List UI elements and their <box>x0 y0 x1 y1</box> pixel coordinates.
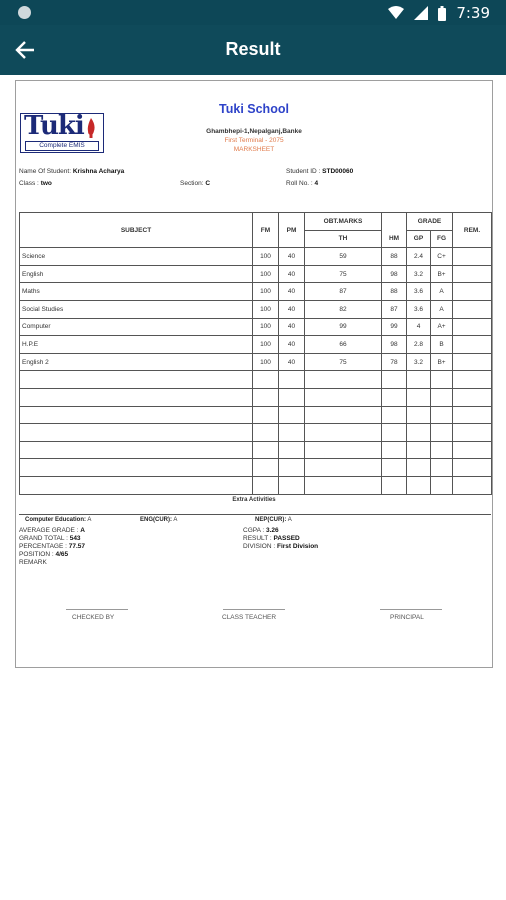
roll-value: 4 <box>314 180 319 187</box>
cell-pm: 40 <box>279 283 305 301</box>
cell-th: 99 <box>305 318 382 336</box>
empty-cell <box>453 441 492 459</box>
cell-rem <box>453 283 492 301</box>
class-info <box>19 180 52 187</box>
cell-rem <box>453 318 492 336</box>
cell-gp: 2.4 <box>407 248 431 266</box>
marks-table <box>19 212 492 495</box>
cell-hm: 99 <box>382 318 407 336</box>
activity-value: A <box>287 517 292 523</box>
empty-row <box>20 406 492 424</box>
table-row <box>20 265 492 283</box>
app-bar <box>0 25 506 75</box>
cell-gp: 3.6 <box>407 300 431 318</box>
empty-cell <box>279 424 305 442</box>
empty-cell <box>431 476 453 494</box>
cell-subject: English <box>20 265 253 283</box>
cell-fg: B+ <box>431 265 453 283</box>
school-name: Tuki School <box>219 102 289 116</box>
cell-subject: Social Studies <box>20 300 253 318</box>
cgpa-value: 3.26 <box>266 527 279 534</box>
table-row <box>20 283 492 301</box>
th-header: TH <box>305 230 382 248</box>
empty-cell <box>253 459 279 477</box>
cell-fg: B+ <box>431 353 453 371</box>
cell-fg: A <box>431 283 453 301</box>
empty-cell <box>431 388 453 406</box>
activity-computer <box>25 517 91 523</box>
gp-header: GP <box>407 230 431 248</box>
activity-value: A <box>173 517 178 523</box>
empty-cell <box>431 459 453 477</box>
empty-cell <box>407 459 431 477</box>
school-address: Ghambhepi-1,Nepalganj,Banke <box>206 128 302 135</box>
empty-cell <box>382 441 407 459</box>
empty-cell <box>305 459 382 477</box>
wifi-icon <box>388 6 404 20</box>
class-teacher-label: CLASS TEACHER <box>222 614 277 621</box>
empty-cell <box>20 406 253 424</box>
percentage-value: 77.57 <box>68 543 86 550</box>
cell-fm: 100 <box>253 300 279 318</box>
cell-fg: C+ <box>431 248 453 266</box>
empty-row <box>20 371 492 389</box>
cell-hm: 78 <box>382 353 407 371</box>
signature-line <box>223 609 285 610</box>
position <box>19 551 85 559</box>
fg-header: FG <box>431 230 453 248</box>
logo-text: Tuki <box>24 111 84 141</box>
student-name-label: Name Of Student: <box>19 168 72 175</box>
empty-cell <box>453 371 492 389</box>
cell-th: 75 <box>305 265 382 283</box>
cell-subject: English 2 <box>20 353 253 371</box>
average-grade-value: A <box>80 527 85 534</box>
section-info <box>180 180 210 187</box>
cell-th: 82 <box>305 300 382 318</box>
empty-cell <box>453 476 492 494</box>
empty-cell <box>305 388 382 406</box>
empty-cell <box>253 388 279 406</box>
empty-cell <box>253 406 279 424</box>
cell-hm: 87 <box>382 300 407 318</box>
empty-cell <box>382 459 407 477</box>
student-id: STD00060 <box>322 168 354 175</box>
cell-fm: 100 <box>253 353 279 371</box>
cgpa <box>243 527 318 535</box>
empty-cell <box>279 459 305 477</box>
activity-nep <box>255 517 292 523</box>
cell-th: 66 <box>305 336 382 354</box>
table-row <box>20 353 492 371</box>
exam-name: First Terminal - 2075 <box>224 137 284 144</box>
cell-subject: Maths <box>20 283 253 301</box>
empty-cell <box>253 476 279 494</box>
empty-cell <box>20 424 253 442</box>
empty-cell <box>431 371 453 389</box>
empty-cell <box>20 441 253 459</box>
empty-cell <box>253 371 279 389</box>
cell-rem <box>453 265 492 283</box>
cell-hm: 98 <box>382 336 407 354</box>
hm-header: HM <box>382 230 407 248</box>
cell-gp: 3.2 <box>407 353 431 371</box>
result-value: PASSED <box>273 535 300 542</box>
summary-right <box>243 527 318 551</box>
extra-activities-title: Extra Activities <box>232 497 276 503</box>
student-name-info <box>19 168 124 175</box>
cell-th: 87 <box>305 283 382 301</box>
average-grade <box>19 527 85 535</box>
cell-pm: 40 <box>279 336 305 354</box>
table-row <box>20 336 492 354</box>
empty-cell <box>453 424 492 442</box>
remark-label: REMARK <box>19 559 47 566</box>
empty-cell <box>407 371 431 389</box>
division-value: First Division <box>276 543 319 550</box>
empty-cell <box>382 424 407 442</box>
student-id-label: Student ID : <box>286 168 321 175</box>
cell-hm: 98 <box>382 265 407 283</box>
status-icons <box>388 4 490 22</box>
cell-fm: 100 <box>253 265 279 283</box>
hm-header-top <box>382 213 407 231</box>
empty-cell <box>453 388 492 406</box>
class-value: two <box>40 180 52 187</box>
cgpa-label: CGPA : <box>243 527 265 534</box>
empty-cell <box>407 424 431 442</box>
empty-cell <box>279 388 305 406</box>
cell-gp: 3.6 <box>407 283 431 301</box>
empty-cell <box>305 406 382 424</box>
page-title: Result <box>225 39 281 59</box>
class-label: Class : <box>19 180 39 187</box>
percentage-label: PERCENTAGE : <box>19 543 67 550</box>
obt-marks-header: OBT.MARKS <box>305 213 382 231</box>
cell-gp: 4 <box>407 318 431 336</box>
percentage <box>19 543 85 551</box>
grand-total-label: GRAND TOTAL : <box>19 535 68 542</box>
empty-row <box>20 441 492 459</box>
cell-pm: 40 <box>279 353 305 371</box>
activity-label: ENG(CUR): <box>140 517 172 523</box>
result-label: RESULT : <box>243 535 272 542</box>
grand-total-value: 543 <box>69 535 81 542</box>
empty-cell <box>407 476 431 494</box>
empty-cell <box>382 406 407 424</box>
empty-cell <box>382 371 407 389</box>
cell-hm: 88 <box>382 248 407 266</box>
cell-rem <box>453 336 492 354</box>
cell-subject: Computer <box>20 318 253 336</box>
activity-label: NEP(CUR): <box>255 517 287 523</box>
activity-label: Computer Education: <box>25 517 86 523</box>
table-row <box>20 318 492 336</box>
remark <box>19 559 85 567</box>
empty-cell <box>382 476 407 494</box>
empty-row <box>20 459 492 477</box>
cell-subject: Science <box>20 248 253 266</box>
divider <box>19 514 491 515</box>
signal-icon <box>414 6 428 20</box>
empty-cell <box>431 406 453 424</box>
subject-header: SUBJECT <box>20 213 253 248</box>
cell-pm: 40 <box>279 300 305 318</box>
division <box>243 543 318 551</box>
roll-label: Roll No. : <box>286 180 313 187</box>
status-time: 7:39 <box>456 4 490 22</box>
empty-cell <box>407 388 431 406</box>
student-name: Krishna Acharya <box>72 168 125 175</box>
cell-fm: 100 <box>253 318 279 336</box>
battery-icon <box>438 6 446 21</box>
pm-header: PM <box>279 213 305 248</box>
empty-cell <box>20 371 253 389</box>
status-bar <box>0 0 506 25</box>
empty-row <box>20 388 492 406</box>
logo-subtext: Complete EMIS <box>25 141 99 151</box>
cell-gp: 2.8 <box>407 336 431 354</box>
empty-cell <box>407 406 431 424</box>
average-grade-label: AVERAGE GRADE : <box>19 527 79 534</box>
cell-subject: H.P.E <box>20 336 253 354</box>
empty-cell <box>253 441 279 459</box>
section-label: Section: <box>180 180 204 187</box>
summary-left <box>19 527 85 567</box>
empty-cell <box>305 371 382 389</box>
empty-cell <box>279 441 305 459</box>
empty-cell <box>279 371 305 389</box>
grand-total <box>19 535 85 543</box>
position-label: POSITION : <box>19 551 54 558</box>
empty-cell <box>431 424 453 442</box>
cell-rem <box>453 353 492 371</box>
section-value: C <box>205 180 211 187</box>
empty-cell <box>305 424 382 442</box>
empty-cell <box>382 388 407 406</box>
checked-by-label: CHECKED BY <box>72 614 115 621</box>
empty-cell <box>279 406 305 424</box>
rem-header: REM. <box>453 213 492 248</box>
empty-cell <box>453 459 492 477</box>
empty-cell <box>279 476 305 494</box>
student-id-info <box>286 168 353 175</box>
grade-header: GRADE <box>407 213 453 231</box>
cell-hm: 88 <box>382 283 407 301</box>
cell-pm: 40 <box>279 265 305 283</box>
empty-cell <box>407 441 431 459</box>
empty-cell <box>20 459 253 477</box>
cell-rem <box>453 248 492 266</box>
marksheet <box>15 80 493 668</box>
cell-fm: 100 <box>253 283 279 301</box>
empty-cell <box>453 406 492 424</box>
division-label: DIVISION : <box>243 543 276 550</box>
position-value: 4/65 <box>55 551 69 558</box>
notification-icon <box>18 6 31 19</box>
roll-info <box>286 180 318 187</box>
cell-pm: 40 <box>279 248 305 266</box>
cell-fm: 100 <box>253 248 279 266</box>
table-row <box>20 300 492 318</box>
empty-cell <box>20 476 253 494</box>
fm-header: FM <box>253 213 279 248</box>
signature-line <box>380 609 442 610</box>
cell-fg: A+ <box>431 318 453 336</box>
table-row <box>20 248 492 266</box>
cell-gp: 3.2 <box>407 265 431 283</box>
empty-row <box>20 476 492 494</box>
empty-cell <box>431 441 453 459</box>
sheet-type: MARKSHEET <box>233 146 275 153</box>
cell-th: 59 <box>305 248 382 266</box>
cell-fm: 100 <box>253 336 279 354</box>
cell-fg: B <box>431 336 453 354</box>
signature-line <box>66 609 128 610</box>
cell-rem <box>453 300 492 318</box>
empty-row <box>20 424 492 442</box>
principal-label: PRINCIPAL <box>390 614 424 621</box>
cell-th: 75 <box>305 353 382 371</box>
result <box>243 535 318 543</box>
cell-pm: 40 <box>279 318 305 336</box>
activity-value: A <box>87 517 92 523</box>
empty-cell <box>253 424 279 442</box>
cell-fg: A <box>431 300 453 318</box>
activity-eng <box>140 517 177 523</box>
empty-cell <box>305 476 382 494</box>
empty-cell <box>305 441 382 459</box>
empty-cell <box>20 388 253 406</box>
